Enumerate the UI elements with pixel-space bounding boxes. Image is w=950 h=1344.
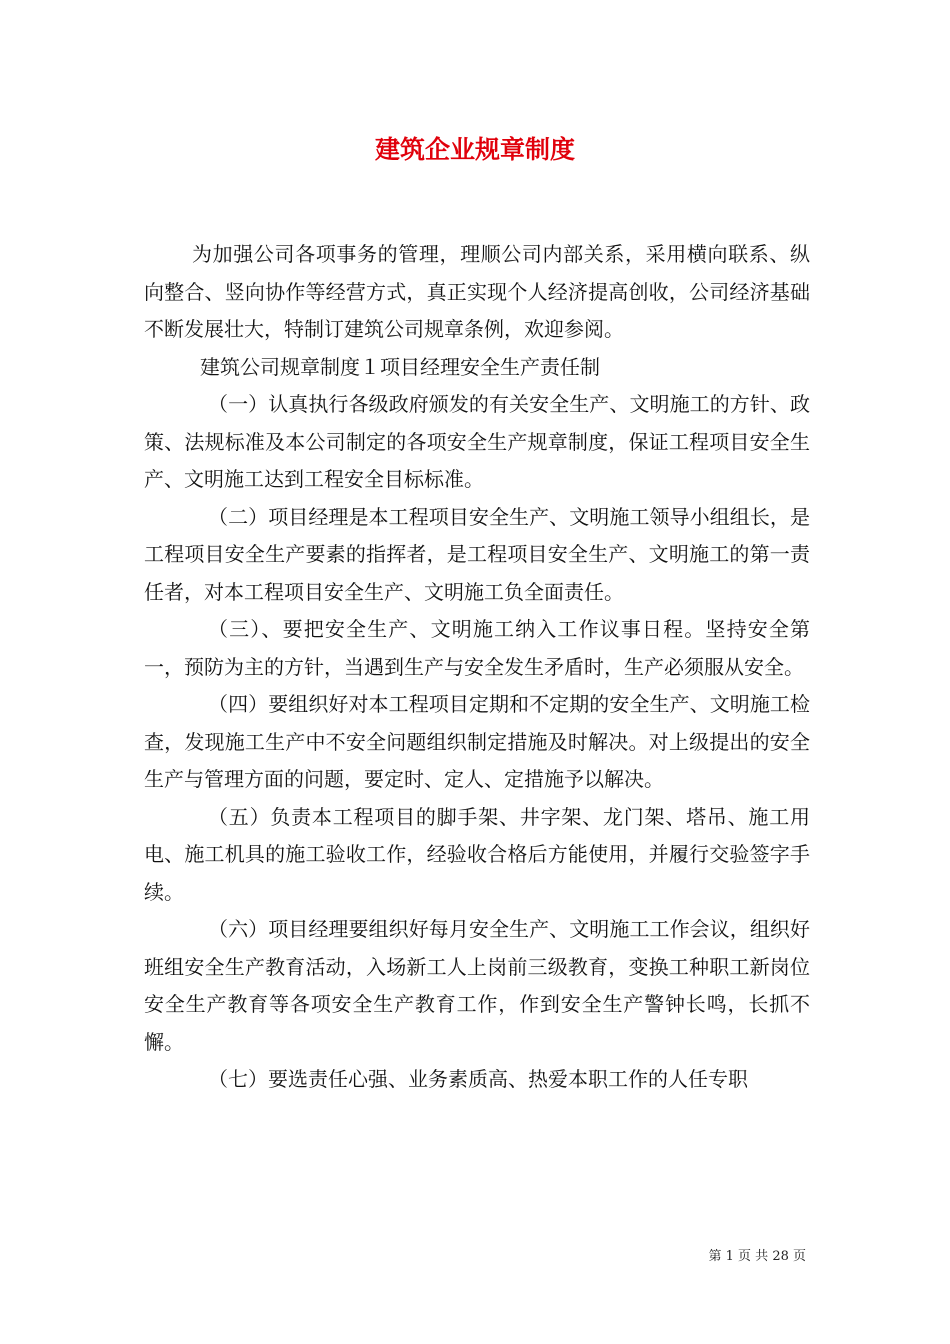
paragraph-item-5: （五）负责本工程项目的脚手架、井字架、龙门架、塔吊、施工用电、施工机具的施工验收工作，经验收合格后方能使用，并履行交验签字手续。 <box>144 804 810 904</box>
paragraph-item-6: （六）项目经理要组织好每月安全生产、文明施工工作会议，组织好班组安全生产教育活动，入场新工人上岗前三级教育，变换工种职工新岗位安全生产教育等各项安全生产教育工作，作到安全生产警钟长鸣，长抓不懈。 <box>144 917 810 1054</box>
paragraph-item-4: （四）要组织好对本工程项目定期和不定期的安全生产、文明施工检查，发现施工生产中不安全问题组织制定措施及时解决。对上级提出的安全生产与管理方面的问题，要定时、定人、定措施予以解决。 <box>144 692 810 791</box>
page-number-footer: 第 1 页 共 28 页 <box>708 1249 806 1264</box>
paragraph-item-2: （二）项目经理是本工程项目安全生产、文明施工领导小组组长，是工程项目安全生产要素的指挥者，是工程项目安全生产、文明施工的第一责任者，对本工程项目安全生产、文明施工负全面责任。 <box>144 504 810 604</box>
paragraph-intro: 为加强公司各项事务的管理，理顺公司内部关系，采用横向联系、纵向整合、竖向协作等经营方式，真正实现个人经济提高创收，公司经济基础不断发展壮大，特制订建筑公司规章条例，欢迎参阅。 <box>144 242 810 341</box>
document-body <box>144 236 810 1099</box>
paragraph-item-1: （一）认真执行各级政府颁发的有关安全生产、文明施工的方针、政策、法规标准及本公司制定的各项安全生产规章制度，保证工程项目安全生产、文明施工达到工程安全目标标准。 <box>144 392 810 491</box>
document-title: 建筑企业规章制度 <box>374 135 575 164</box>
paragraph-item-3: （三）、要把安全生产、文明施工纳入工作议事日程。坚持安全第一，预防为主的方针，当遇到生产与安全发生矛盾时，生产必须服从安全。 <box>144 617 810 679</box>
section-heading: 建筑公司规章制度１项目经理安全生产责任制 <box>200 354 600 379</box>
paragraph-item-7: （七）要选责任心强、业务素质高、热爱本职工作的人任专职 <box>208 1067 748 1091</box>
